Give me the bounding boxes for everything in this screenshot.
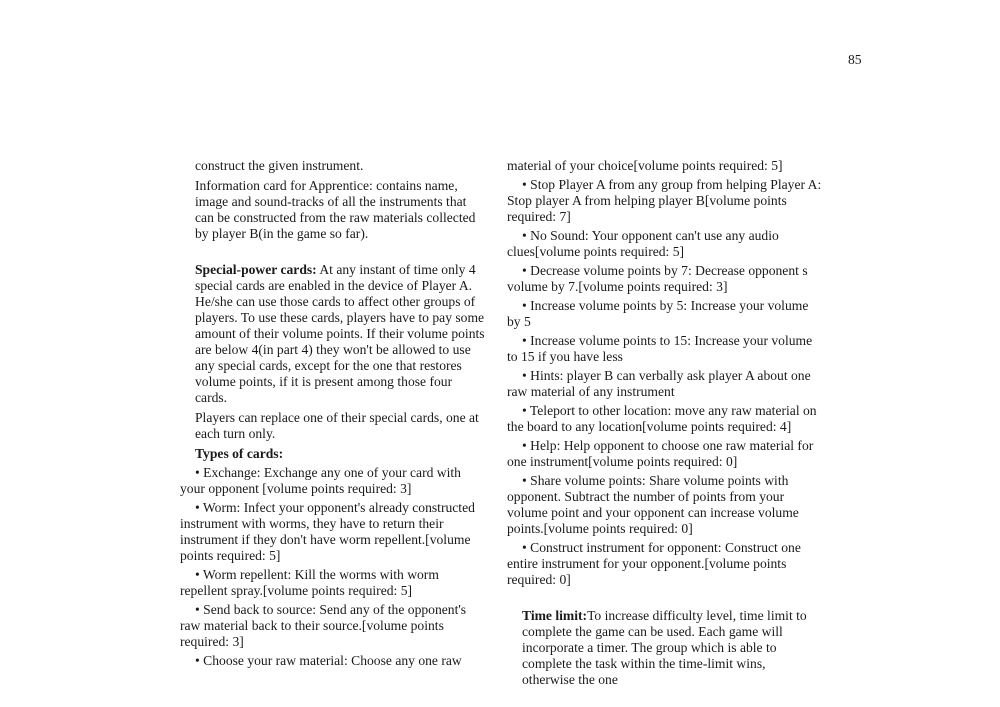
list-item: • Choose your raw material: Choose any one raw <box>195 653 462 668</box>
list-item-continuation: material of your choice[volume points required: 5] <box>507 158 783 173</box>
list-item: • Increase volume points to 15: Increase your volume to 15 if you have less <box>507 333 813 364</box>
special-power-text: At any instant of time only 4 special cards are enabled in the device of Player A. He/she can use those cards to affect other groups of players. To use these cards, players have to pay some amount of their volume points. If their volume points are below 4(in part 4) they won't be allowed to use any special cards, except for the one that restores volume points, if it is present among those four cards. <box>195 262 485 405</box>
list-item: • Teleport to other location: move any raw material on the board to any location[volume points required: 4] <box>507 403 817 434</box>
list-item: • Worm: Infect your opponent's already constructed instrument with worms, they have to return their instrument if they don't have worm repellent.[volume points required: 5] <box>180 500 475 563</box>
special-power-heading: Special-power cards: <box>195 262 317 277</box>
paragraph-information-card: Information card for Apprentice: contains name, image and sound-tracks of all the instruments that can be constructed from the raw materials collected by player B(in the game so far). <box>195 178 476 241</box>
list-item: • Decrease volume points by 7: Decrease opponent s volume by 7.[volume points required: 3] <box>507 263 808 294</box>
list-item: • Share volume points: Share volume points with opponent. Subtract the number of points from your volume point and your opponent can increase volume points.[volume points required: 0] <box>507 473 799 536</box>
right-column <box>507 158 823 688</box>
types-of-cards-label: Types of cards: <box>195 446 284 461</box>
list-item: • Worm repellent: Kill the worms with worm repellent spray.[volume points required: 5] <box>180 567 439 598</box>
list-item: • Increase volume points by 5: Increase your volume by 5 <box>507 298 809 329</box>
list-item: • Stop Player A from any group from helping Player A: Stop player A from helping player B[volume points required: 7] <box>507 177 822 224</box>
list-item: • Help: Help opponent to choose one raw material for one instrument[volume points required: 0] <box>507 438 814 469</box>
list-item: • Exchange: Exchange any one of your card with your opponent [volume points required: 3] <box>180 465 461 496</box>
types-of-cards-heading <box>180 446 486 462</box>
paragraph-time-limit <box>507 608 823 688</box>
left-column <box>180 158 486 669</box>
list-item: • Hints: player B can verbally ask player A about one raw material of any instrument <box>507 368 811 399</box>
list-item: • Construct instrument for opponent: Construct one entire instrument for your opponent.[volume points required: 0] <box>507 540 801 587</box>
page-number: 85 <box>848 52 862 67</box>
paragraph-special-power <box>180 262 486 406</box>
list-item: • No Sound: Your opponent can't use any audio clues[volume points required: 5] <box>507 228 779 259</box>
time-limit-text: To increase difficulty level, time limit to complete the game can be used. Each game will incorporate a timer. The group which is able to complete the task within the time-limit wins, otherwise the one <box>522 608 807 687</box>
paragraph-replace-cards: Players can replace one of their special cards, one at each turn only. <box>195 410 479 441</box>
list-item: • Send back to source: Send any of the opponent's raw material back to their source.[volume points required: 3] <box>180 602 467 649</box>
paragraph-continuation: construct the given instrument. <box>195 158 364 173</box>
time-limit-heading: Time limit: <box>522 608 588 623</box>
